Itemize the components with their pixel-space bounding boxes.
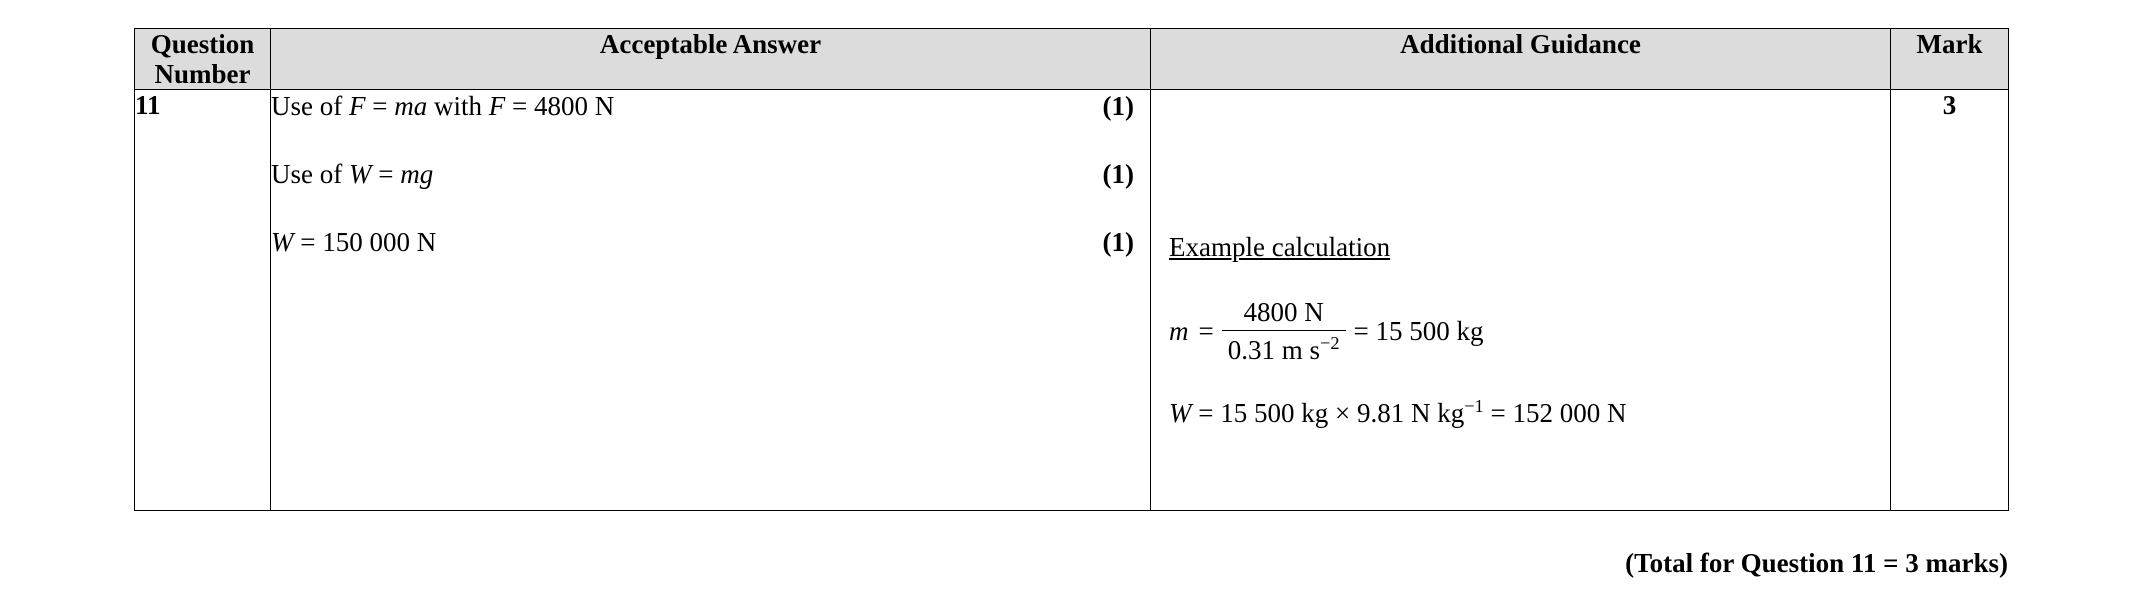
cell-acceptable-answer — [271, 90, 1151, 511]
cell-mark: 3 — [1891, 90, 2009, 511]
guidance-title: Example calculation — [1169, 232, 1391, 263]
fraction-numerator: 4800 N — [1222, 297, 1346, 331]
answer-line-1-text: Use of F = ma with F = 4800 N — [271, 91, 615, 122]
fraction-equals: = — [1198, 316, 1214, 347]
answer-line-2-mark: (1) — [1102, 159, 1134, 190]
guidance-final-line: W = 15 500 kg × 9.81 N $kg^{-1} = 152$ 000 N — [1169, 396, 1627, 429]
fraction-result: = 15 500 kg — [1353, 316, 1484, 347]
guidance-fraction-line — [1169, 297, 1890, 366]
header-additional-guidance: Additional Guidance — [1151, 29, 1891, 90]
answer-line-2-text: Use of W = mg — [271, 159, 434, 190]
fraction — [1222, 297, 1346, 366]
header-mark: Mark — [1891, 29, 2009, 90]
header-question-number: Question Number — [135, 29, 271, 90]
answer-line-1-mark: (1) — [1102, 91, 1134, 122]
cell-question-number: 11 — [135, 90, 271, 511]
answer-line-1 — [271, 90, 1150, 122]
header-acceptable-answer: Acceptable Answer — [271, 29, 1151, 90]
table-header-row — [135, 29, 2009, 90]
cell-additional-guidance — [1151, 90, 1891, 511]
table-row — [135, 90, 2009, 511]
total-marks-label: (Total for Question 11 = 3 marks) — [1625, 548, 2008, 578]
fraction-lead-variable: m — [1169, 316, 1189, 347]
answer-line-3-mark: (1) — [1102, 227, 1134, 258]
answer-line-3-text: W = 150 000 N — [271, 227, 437, 258]
markscheme-table — [134, 28, 2009, 511]
answer-line-3 — [271, 226, 1150, 258]
answer-line-2 — [271, 158, 1150, 190]
fraction-denominator: 0.31 m $s^{-2}$ — [1227, 333, 1340, 366]
